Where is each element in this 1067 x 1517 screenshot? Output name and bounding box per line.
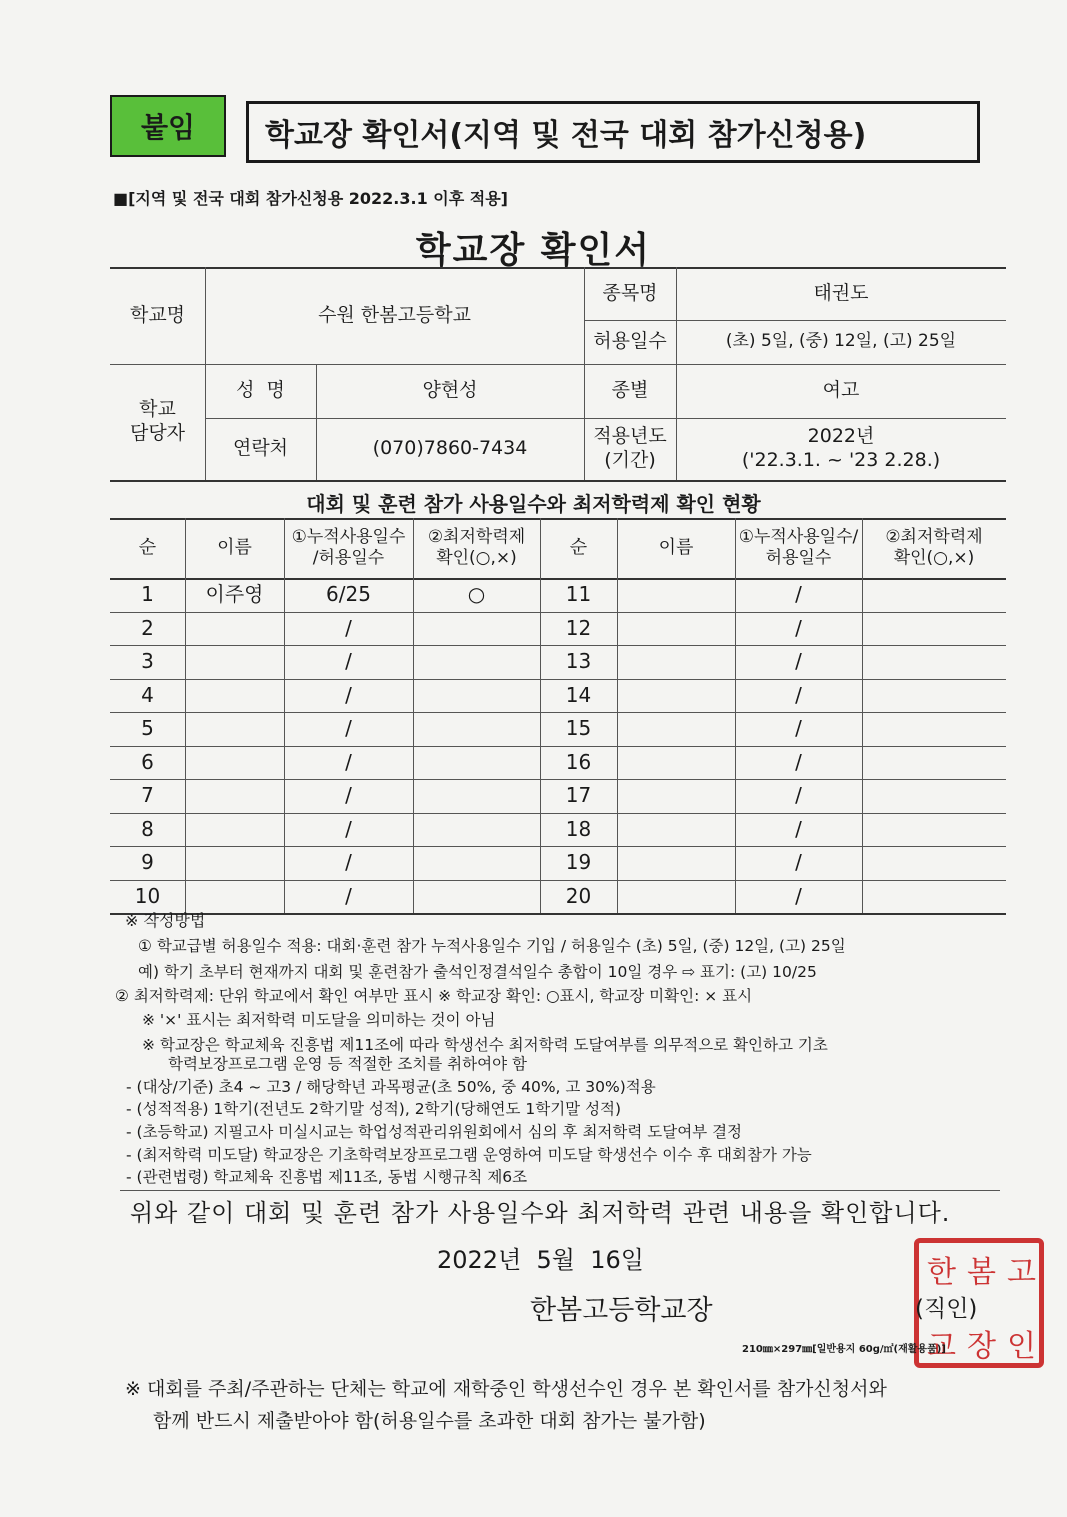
cell-days: /: [345, 850, 352, 875]
cell-name: [617, 746, 735, 780]
cell-name: [185, 645, 284, 679]
cell-no: 13: [565, 649, 592, 674]
cell-days: /: [345, 749, 352, 774]
cell-no: 20: [565, 883, 592, 908]
cell-check: [413, 779, 540, 813]
cell-name: [185, 746, 284, 780]
note-line: - (최저학력 미도달) 학교장은 기초학력보장프로그램 운영하여 미도달 학생선수 이수 후 대회참가 가능: [126, 1146, 812, 1164]
cell-check: [862, 813, 1006, 847]
cell-name: [617, 578, 735, 612]
cell-name: [617, 846, 735, 880]
cell-days: /: [795, 850, 802, 875]
allowed-label: 허용일수: [593, 330, 667, 353]
cell-check: [862, 746, 1006, 780]
cell-name: [185, 813, 284, 847]
note-line: ② 최저학력제: 단위 학교에서 확인 여부만 표시 ※ 학교장 확인: ○표시, 학교장 미확인: × 표시: [115, 987, 753, 1005]
cell-name: [185, 779, 284, 813]
cell-no: 12: [565, 615, 592, 640]
sport-label: 종목명: [602, 281, 658, 304]
type-value: 여고: [822, 379, 860, 402]
school-value: 수원 한봄고등학교: [318, 303, 471, 326]
header-check-right: ②최저학력제 확인(○,×): [885, 526, 983, 568]
note-line: - (성적적용) 1학기(전년도 2학기말 성적), 2학기(당해연도 1학기말 성적): [126, 1100, 622, 1118]
cell-name: [617, 779, 735, 813]
cell-days: /: [345, 816, 352, 841]
note-line: ① 학교급별 허용일수 적용: 대회·훈련 참가 누적사용일수 기입 / 허용일수 (초) 5일, (중) 12일, (고) 25일: [138, 937, 846, 955]
cell-no: 16: [565, 749, 592, 774]
header-days-left: ①누적사용일수 /허용일수: [291, 526, 406, 568]
note-line: 학력보장프로그램 운영 등 적절한 조치를 취하여야 함: [168, 1055, 527, 1073]
date: 2022년 5월 16일: [437, 1246, 644, 1274]
cell-name: [617, 813, 735, 847]
cell-days: /: [795, 615, 802, 640]
cell-no: 6: [141, 749, 154, 774]
cell-check: [413, 712, 540, 746]
cell-name: [617, 679, 735, 713]
cell-days: /: [795, 816, 802, 841]
cell-name: 이주영: [205, 582, 264, 607]
cell-no: 11: [565, 582, 592, 607]
cell-check: [413, 746, 540, 780]
cell-no: 17: [565, 783, 592, 808]
confirmation-text: 위와 같이 대회 및 훈련 참가 사용일수와 최저학력 관련 내용을 확인합니다.: [130, 1199, 951, 1227]
note-line: ※ '×' 표시는 최저학력 미도달을 의미하는 것이 아님: [142, 1011, 496, 1029]
cell-check: [862, 612, 1006, 646]
sport-value: 태권도: [813, 281, 869, 304]
note-line: ※ 학교장은 학교체육 진흥법 제11조에 따라 학생선수 최저학력 도달여부를 의무적으로 확인하고 기초: [142, 1036, 828, 1054]
cell-check: [413, 880, 540, 914]
cell-days: /: [345, 682, 352, 707]
subtitle: ■[지역 및 전국 대회 참가신청용 2022.3.1 이후 적용]: [113, 189, 508, 208]
cell-no: 15: [565, 716, 592, 741]
cell-no: 1: [141, 582, 154, 607]
cell-no: 14: [565, 682, 592, 707]
cell-check: [862, 645, 1006, 679]
school-label: 학교명: [129, 303, 186, 326]
document-title: 학교장 확인서(지역 및 전국 대회 참가신청용): [246, 101, 980, 163]
seal-label: (직인): [915, 1296, 978, 1322]
cell-name: [185, 846, 284, 880]
cell-days: /: [795, 582, 802, 607]
cell-check: [413, 679, 540, 713]
main-title: 학교장 확인서: [415, 230, 652, 271]
cell-days: /: [345, 649, 352, 674]
cell-no: 7: [141, 783, 154, 808]
cell-days: /: [795, 682, 802, 707]
cell-check: [413, 813, 540, 847]
notes-heading: ※ 작성방법: [125, 911, 206, 930]
cell-no: 2: [141, 615, 154, 640]
cell-days: /: [795, 883, 802, 908]
cell-days: /: [795, 783, 802, 808]
type-label: 종별: [611, 379, 649, 402]
header-no-right: 순: [569, 536, 588, 558]
cell-name: [617, 712, 735, 746]
contact-value: (070)7860-7434: [372, 437, 528, 460]
note-line: 예) 학기 초부터 현재까지 대회 및 훈련참가 출석인정결석일수 총합이 10일 경우 ⇨ 표기: (고) 10/25: [138, 963, 817, 981]
cell-no: 8: [141, 816, 154, 841]
official-seal: 한 봄 고 교 장 인: [914, 1238, 1044, 1368]
paper-spec: 210㎜×297㎜[일반용지 60g/㎡(재활용품)]: [742, 1344, 946, 1355]
note-line: - (관련법령) 학교체육 진흥법 제11조, 동법 시행규칙 제6조: [126, 1168, 528, 1186]
cell-check: [862, 880, 1006, 914]
cell-check: [862, 846, 1006, 880]
year-label: 적용년도 (기간): [593, 425, 667, 471]
cell-no: 3: [141, 649, 154, 674]
contact-label: 연락처: [232, 437, 289, 460]
cell-name: [185, 712, 284, 746]
cell-check: ○: [467, 582, 486, 607]
cell-name: [617, 612, 735, 646]
cell-no: 18: [565, 816, 592, 841]
cell-no: 10: [134, 883, 161, 908]
header-check-left: ②최저학력제 확인(○,×): [427, 526, 526, 568]
year-value: 2022년 ('22.3.1. ~ '23 2.28.): [741, 425, 941, 471]
cell-check: [862, 779, 1006, 813]
cell-check: [862, 578, 1006, 612]
cell-days: 6/25: [326, 582, 371, 607]
cell-days: /: [795, 716, 802, 741]
cell-days: /: [345, 615, 352, 640]
cell-check: [862, 679, 1006, 713]
header-days-right: ①누적사용일수/ 허용일수: [738, 526, 859, 568]
note-line: - (대상/기준) 초4 ~ 고3 / 해당학년 과목평균(초 50%, 중 40%, 고 30%)적용: [126, 1078, 656, 1096]
cell-check: [862, 712, 1006, 746]
cell-days: /: [345, 783, 352, 808]
name-value: 양현성: [422, 379, 478, 402]
status-title: 대회 및 훈련 참가 사용일수와 최저학력제 확인 현황: [306, 492, 761, 516]
name-label: 성 명: [236, 379, 285, 402]
manager-label: 학교 담당자: [129, 398, 186, 444]
cell-days: /: [795, 749, 802, 774]
allowed-value: (초) 5일, (중) 12일, (고) 25일: [725, 331, 957, 352]
cell-no: 5: [141, 716, 154, 741]
header-name-right: 이름: [658, 536, 694, 558]
cell-no: 19: [565, 850, 592, 875]
cell-no: 9: [141, 850, 154, 875]
cell-days: /: [345, 883, 352, 908]
principal: 한봄고등학교장: [530, 1295, 713, 1326]
cell-days: /: [795, 649, 802, 674]
header-name-left: 이름: [217, 536, 252, 558]
attachment-badge: 붙임: [110, 95, 226, 157]
cell-check: [413, 846, 540, 880]
cell-days: /: [345, 716, 352, 741]
footer-note: ※ 대회를 주최/주관하는 단체는 학교에 재학중인 학생선수인 경우 본 확인서를 참가신청서와 함께 반드시 제출받아야 함(허용일수를 초과한 대회 참가는 불가함): [125, 1378, 887, 1433]
cell-name: [617, 880, 735, 914]
cell-check: [413, 645, 540, 679]
cell-no: 4: [141, 682, 154, 707]
cell-name: [185, 612, 284, 646]
cell-name: [617, 645, 735, 679]
note-line: - (초등학교) 지필고사 미실시교는 학업성적관리위원회에서 심의 후 최저학력 도달여부 결정: [126, 1123, 743, 1141]
cell-check: [413, 612, 540, 646]
header-no-left: 순: [138, 536, 157, 558]
cell-name: [185, 679, 284, 713]
